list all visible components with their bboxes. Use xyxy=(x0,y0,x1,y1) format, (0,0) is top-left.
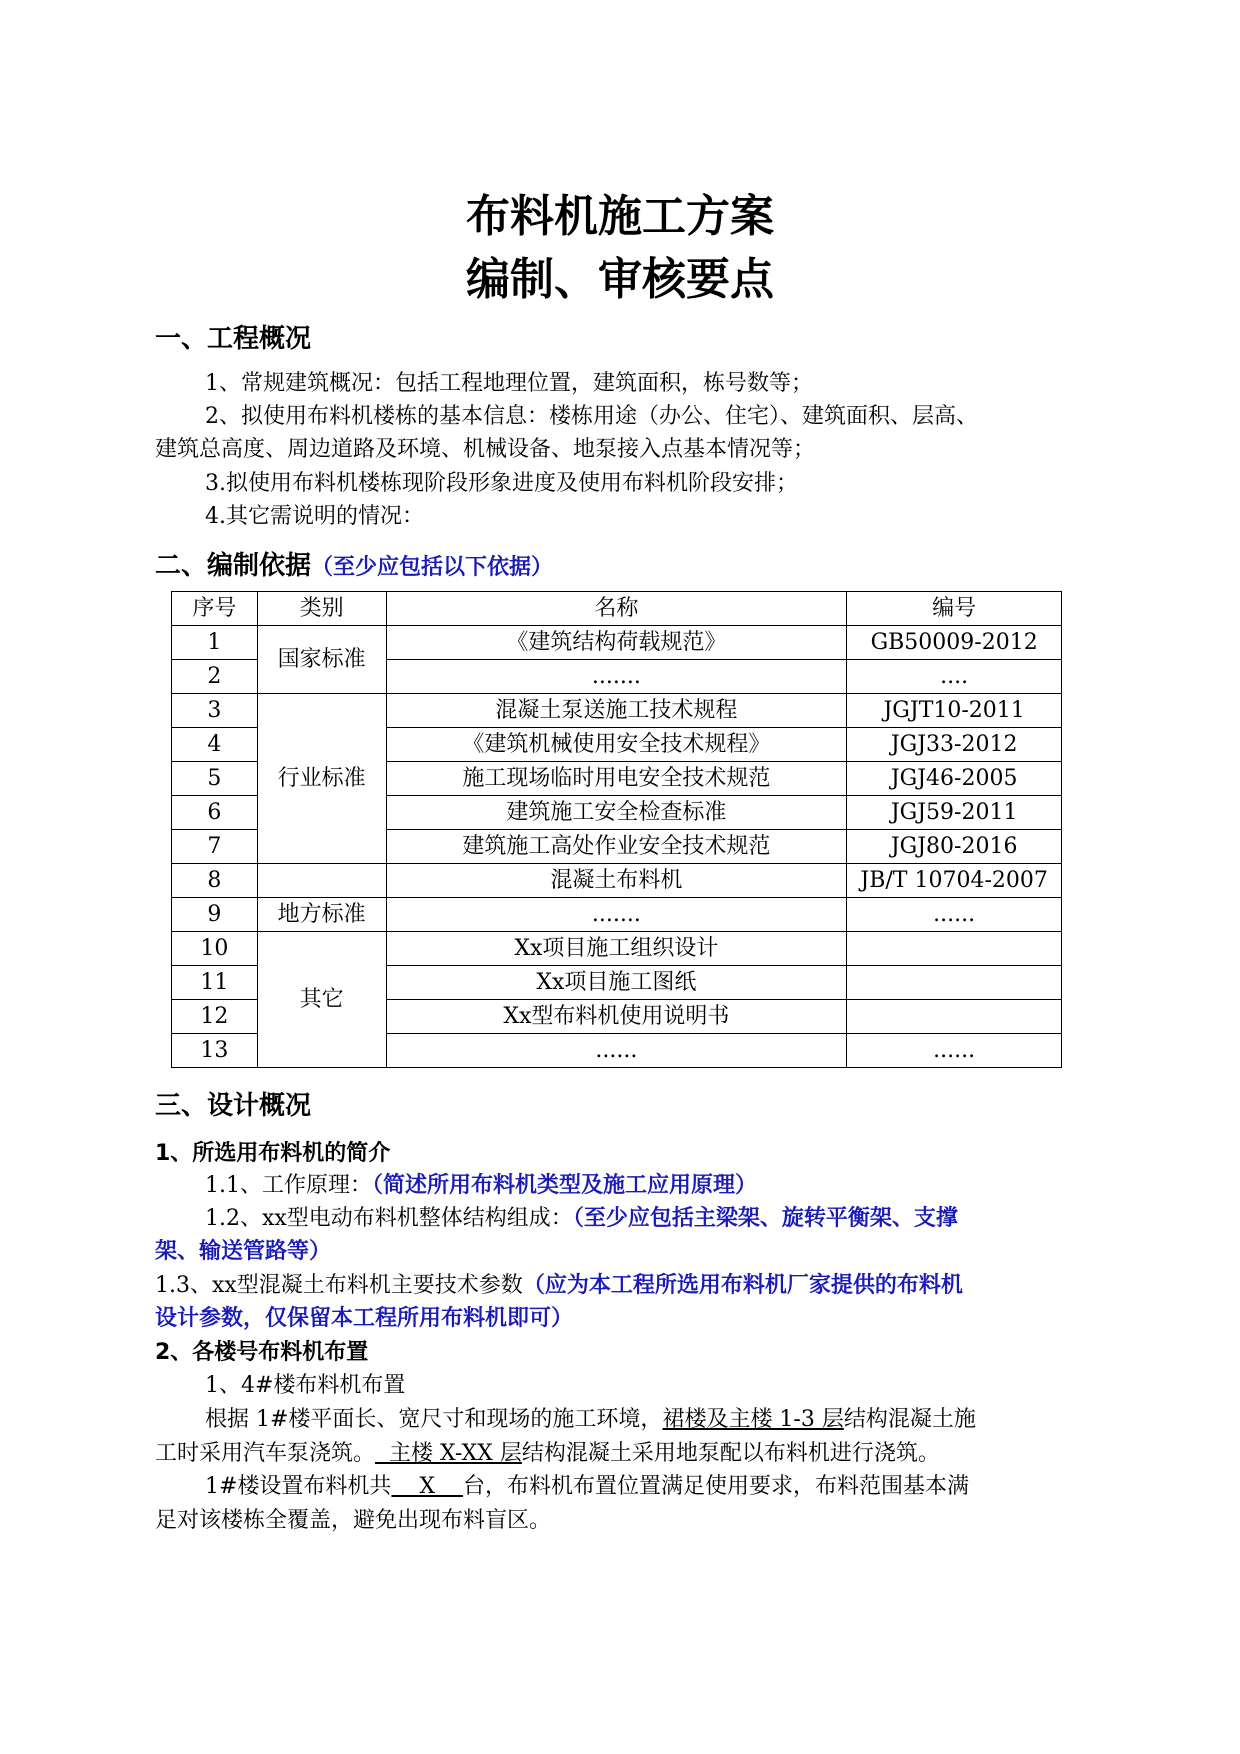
row-no: 11 xyxy=(172,966,258,1000)
item-1-3-label: 1.3、xx型混凝土布料机主要技术参数 xyxy=(155,1273,523,1298)
item-1-2 xyxy=(205,1201,958,1232)
row-no: 3 xyxy=(172,694,258,728)
table-row xyxy=(172,864,1062,898)
row-no: 1 xyxy=(172,626,258,660)
row-name: Xx项目施工图纸 xyxy=(386,966,847,1000)
doc-title-line1: 布料机施工方案 xyxy=(466,191,774,242)
section1-p4: 4.其它需说明的情况： xyxy=(205,504,424,529)
header-code: 编号 xyxy=(847,592,1062,626)
para1-a: 根据 1#楼平面长、宽尺寸和现场的施工环境， xyxy=(205,1407,663,1432)
row-no: 12 xyxy=(172,1000,258,1034)
row-name: 建筑施工高处作业安全技术规范 xyxy=(386,830,847,864)
doc-title-line2: 编制、审核要点 xyxy=(466,254,774,305)
section1-p1: 1、常规建筑概况：包括工程地理位置，建筑面积，栋号数等； xyxy=(205,371,813,396)
item-1-1 xyxy=(205,1168,757,1199)
para1-underline1: 裙楼及主楼 1-3 层 xyxy=(662,1407,844,1432)
item-1-3-cont xyxy=(155,1301,573,1332)
row-code xyxy=(847,966,1062,1000)
para1-line2 xyxy=(155,1436,940,1467)
section3-sub1: 1、所选用布料机的简介 xyxy=(155,1141,391,1166)
section3-sub2: 2、各楼号布料机布置 xyxy=(155,1340,369,1365)
para1-b: 结构混凝土施 xyxy=(843,1407,976,1432)
row-name: 《建筑机械使用安全技术规程》 xyxy=(386,728,847,762)
row-code: JB/T 10704-2007 xyxy=(847,864,1062,898)
header-name: 名称 xyxy=(386,592,847,626)
table-row xyxy=(172,898,1062,932)
item-1-3-note-b: 设计参数，仅保留本工程所用布料机即可） xyxy=(155,1306,574,1331)
table-header-row xyxy=(172,592,1062,626)
standards-table xyxy=(171,591,1062,1068)
row-no: 5 xyxy=(172,762,258,796)
row-code: ...... xyxy=(847,898,1062,932)
para2-line2: 足对该楼栋全覆盖，避免出现布料盲区。 xyxy=(155,1508,552,1533)
para2-underline: X xyxy=(391,1474,464,1499)
section1-p2b: 建筑总高度、周边道路及环境、机械设备、地泵接入点基本情况等； xyxy=(155,437,816,462)
row-code: JGJ46-2005 xyxy=(847,762,1062,796)
row-category: 国家标准 xyxy=(257,626,386,694)
item-1-2-note-b: 架、输送管路等） xyxy=(155,1239,332,1264)
row-category: 地方标准 xyxy=(257,898,386,932)
row-name: Xx项目施工组织设计 xyxy=(386,932,847,966)
row-name: 建筑施工安全检查标准 xyxy=(386,796,847,830)
para2-line1 xyxy=(205,1469,969,1500)
section1-p3: 3.拟使用布料机楼栋现阶段形象进度及使用布料机阶段安排； xyxy=(205,471,798,496)
row-code xyxy=(847,1000,1062,1034)
row-code: JGJ80-2016 xyxy=(847,830,1062,864)
para1-c: 工时采用汽车泵浇筑。 xyxy=(155,1441,376,1466)
row-name: ....... xyxy=(386,660,847,694)
table-row xyxy=(172,694,1062,728)
item-1-3-note-a: （应为本工程所选用布料机厂家提供的布料机 xyxy=(522,1273,963,1298)
section2-heading xyxy=(155,545,553,582)
header-no: 序号 xyxy=(172,592,258,626)
item-1-2-label: 1.2、xx型电动布料机整体结构组成： xyxy=(205,1206,573,1231)
section3-heading: 三、设计概况 xyxy=(155,1091,312,1121)
row-name: ...... xyxy=(386,1034,847,1068)
row-code xyxy=(847,932,1062,966)
row-no: 2 xyxy=(172,660,258,694)
row-name: 《建筑结构荷载规范》 xyxy=(386,626,847,660)
row-category-empty xyxy=(257,864,386,898)
header-category: 类别 xyxy=(257,592,386,626)
item-2-1: 1、4#楼布料机布置 xyxy=(205,1373,406,1398)
row-no: 10 xyxy=(172,932,258,966)
row-name: 混凝土布料机 xyxy=(386,864,847,898)
para1-d: 结构混凝土采用地泵配以布料机进行浇筑。 xyxy=(521,1441,940,1466)
section1-p2a: 2、拟使用布料机楼栋的基本信息：楼栋用途（办公、住宅）、建筑面积、层高、 xyxy=(205,404,978,429)
row-no: 6 xyxy=(172,796,258,830)
row-no: 9 xyxy=(172,898,258,932)
row-name: ....... xyxy=(386,898,847,932)
row-no: 4 xyxy=(172,728,258,762)
table-row xyxy=(172,932,1062,966)
row-category: 行业标准 xyxy=(257,694,386,864)
row-no: 8 xyxy=(172,864,258,898)
row-no: 7 xyxy=(172,830,258,864)
row-code: GB50009-2012 xyxy=(847,626,1062,660)
table-row xyxy=(172,626,1062,660)
section2-note: （至少应包括以下依据） xyxy=(311,555,554,580)
section1-heading: 一、工程概况 xyxy=(155,324,312,354)
row-category: 其它 xyxy=(257,932,386,1068)
row-code: .... xyxy=(847,660,1062,694)
section2-title: 二、编制依据 xyxy=(155,551,312,581)
para1-line1 xyxy=(205,1402,976,1433)
row-code: ...... xyxy=(847,1034,1062,1068)
para2-a: 1#楼设置布料机共 xyxy=(205,1474,392,1499)
item-1-1-note: （简述所用布料机类型及施工应用原理） xyxy=(372,1173,758,1198)
row-code: JGJ33-2012 xyxy=(847,728,1062,762)
row-no: 13 xyxy=(172,1034,258,1068)
row-name: 混凝土泵送施工技术规程 xyxy=(386,694,847,728)
para1-underline2: 主楼 X-XX 层 xyxy=(375,1441,522,1466)
row-name: Xx型布料机使用说明书 xyxy=(386,1000,847,1034)
row-name: 施工现场临时用电安全技术规范 xyxy=(386,762,847,796)
row-code: JGJ59-2011 xyxy=(847,796,1062,830)
item-1-2-cont xyxy=(155,1234,331,1265)
row-code: JGJT10-2011 xyxy=(847,694,1062,728)
item-1-1-label: 1.1、工作原理： xyxy=(205,1173,372,1198)
item-1-3 xyxy=(155,1268,963,1299)
item-1-2-note-a: （至少应包括主梁架、旋转平衡架、支撑 xyxy=(572,1206,958,1231)
para2-b: 台，布料机布置位置满足使用要求，布料范围基本满 xyxy=(463,1474,970,1499)
